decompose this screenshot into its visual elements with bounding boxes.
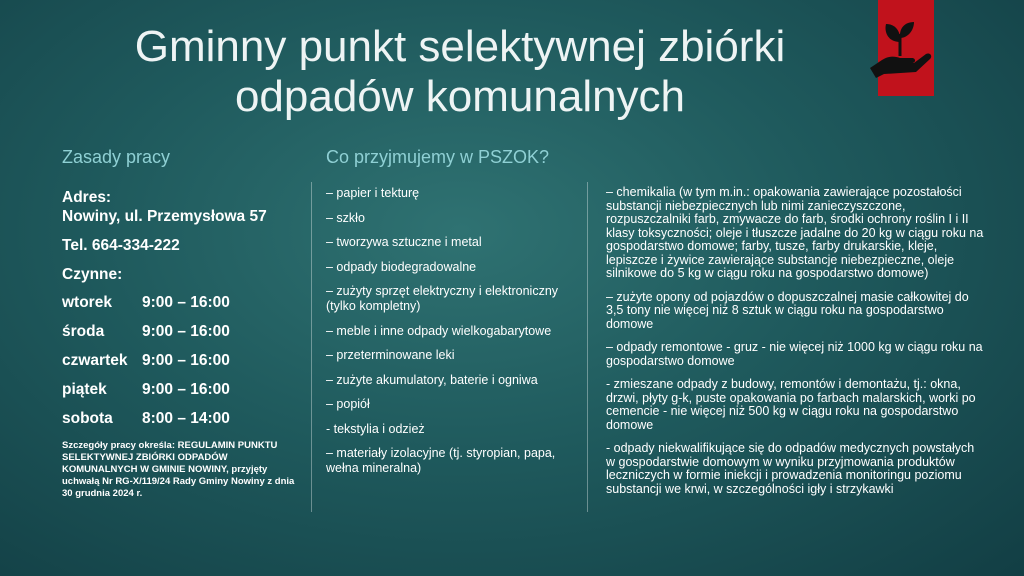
schedule-day: czwartek [62, 351, 128, 369]
divider [587, 182, 588, 512]
list-item: – przeterminowane leki [326, 348, 455, 362]
schedule-hours: 9:00 – 16:00 [142, 380, 230, 398]
list-item: - zmieszane odpady z budowy, remontów i demontażu, tj.: okna, drzwi, płyty g-k, puste opakowania po farbach malarskich, worki po cemencie - nie więcej niż 500 kg w ciągu roku na gospodarstwo domowe [606, 377, 976, 432]
schedule-hours: 8:00 – 14:00 [142, 409, 230, 427]
schedule-row [62, 375, 312, 404]
list-item: – tworzywa sztuczne i metal [326, 235, 482, 249]
address: Nowiny, ul. Przemysłowa 57 [62, 208, 267, 225]
list-item: – zużyte akumulatory, baterie i ogniwa [326, 372, 538, 387]
list-item: – chemikalia (w tym m.in.: opakowania zawierające pozostałości substancji niebezpiecznych lub nimi zanieczyszczone, rozpuszczalniki farb, zmywacze do farb, środki ochrony roślin I i II klasy toksyczności; oleje i tłuszcze jadalne do 20 kg w ciągu roku na gospodarstwo domowe; farby, tusze, farby drukarskie, kleje, lepiszcze i żywice zawierające substancje niebezpieczne, oleje silnikowe do 5 kg w ciągu roku na gospodarstwo domowe) [606, 185, 984, 280]
schedule-hours: 9:00 – 16:00 [142, 293, 230, 311]
address-label: Adres: [62, 189, 112, 206]
list-item: – meble i inne odpady wielkogabarytowe [326, 323, 552, 338]
list-item: – zużyte opony od pojazdów o dopuszczalnej masie całkowitej do 3,5 tony nie więcej niż 8 sztuk w ciągu roku na gospodarstwo domowe [606, 289, 969, 331]
accepted-list-continued [606, 186, 986, 506]
list-item: – popiół [326, 397, 370, 411]
phone: Tel. 664-334-222 [62, 237, 180, 254]
list-item: - odpady niekwalifikujące się do odpadów medycznych powstałych w gospodarstwie domowym w wyniku przyjmowania produktów leczniczych w formie iniekcji i prowadzenia monitoringu poziomu substancji we krwi, w szczególności igły i strzykawki [606, 441, 975, 496]
schedule-day: piątek [62, 380, 107, 398]
page-title: Gminny punkt selektywnej zbiórki odpadów komunalnych [134, 22, 786, 121]
logo [878, 0, 934, 96]
schedule-row [62, 288, 312, 317]
plant-in-hand-icon [864, 12, 936, 84]
schedule-hours: 9:00 – 16:00 [142, 322, 230, 340]
open-label: Czynne: [62, 266, 123, 283]
regulation-note: Szczegóły pracy określa: REGULAMIN PUNKTU SELEKTYWNEJ ZBIÓRKI ODPADÓW KOMUNALNYCH W GMINIE NOWINY, przyjęty uchwałą Nr RG-X/119/24 Rady Gminy Nowiny z dnia 30 grudnia 2024 r. [62, 440, 295, 499]
list-item: – szkło [326, 210, 365, 225]
schedule-hours: 9:00 – 16:00 [142, 351, 230, 369]
rules-heading: Zasady pracy [62, 147, 171, 167]
schedule-day: środa [62, 322, 105, 340]
schedule-row [62, 317, 312, 346]
list-item: – papier i tekturę [326, 186, 420, 200]
accepted-list [326, 186, 576, 486]
schedule-day: wtorek [62, 293, 112, 311]
list-item: - tekstylia i odzież [326, 421, 425, 436]
schedule-row [62, 346, 312, 375]
accepted-heading: Co przyjmujemy w PSZOK? [326, 147, 550, 167]
list-item: – zużyty sprzęt elektryczny i elektroniczny (tylko kompletny) [326, 284, 559, 313]
schedule-day: sobota [62, 409, 113, 427]
list-item: – odpady remontowe - gruz - nie więcej niż 1000 kg w ciągu roku na gospodarstwo domowe [606, 340, 983, 368]
rules-panel [62, 188, 312, 433]
list-item: – odpady biodegradowalne [326, 259, 477, 274]
schedule-row [62, 404, 312, 433]
list-item: – materiały izolacyjne (tj. styropian, papa, wełna mineralna) [326, 446, 556, 475]
